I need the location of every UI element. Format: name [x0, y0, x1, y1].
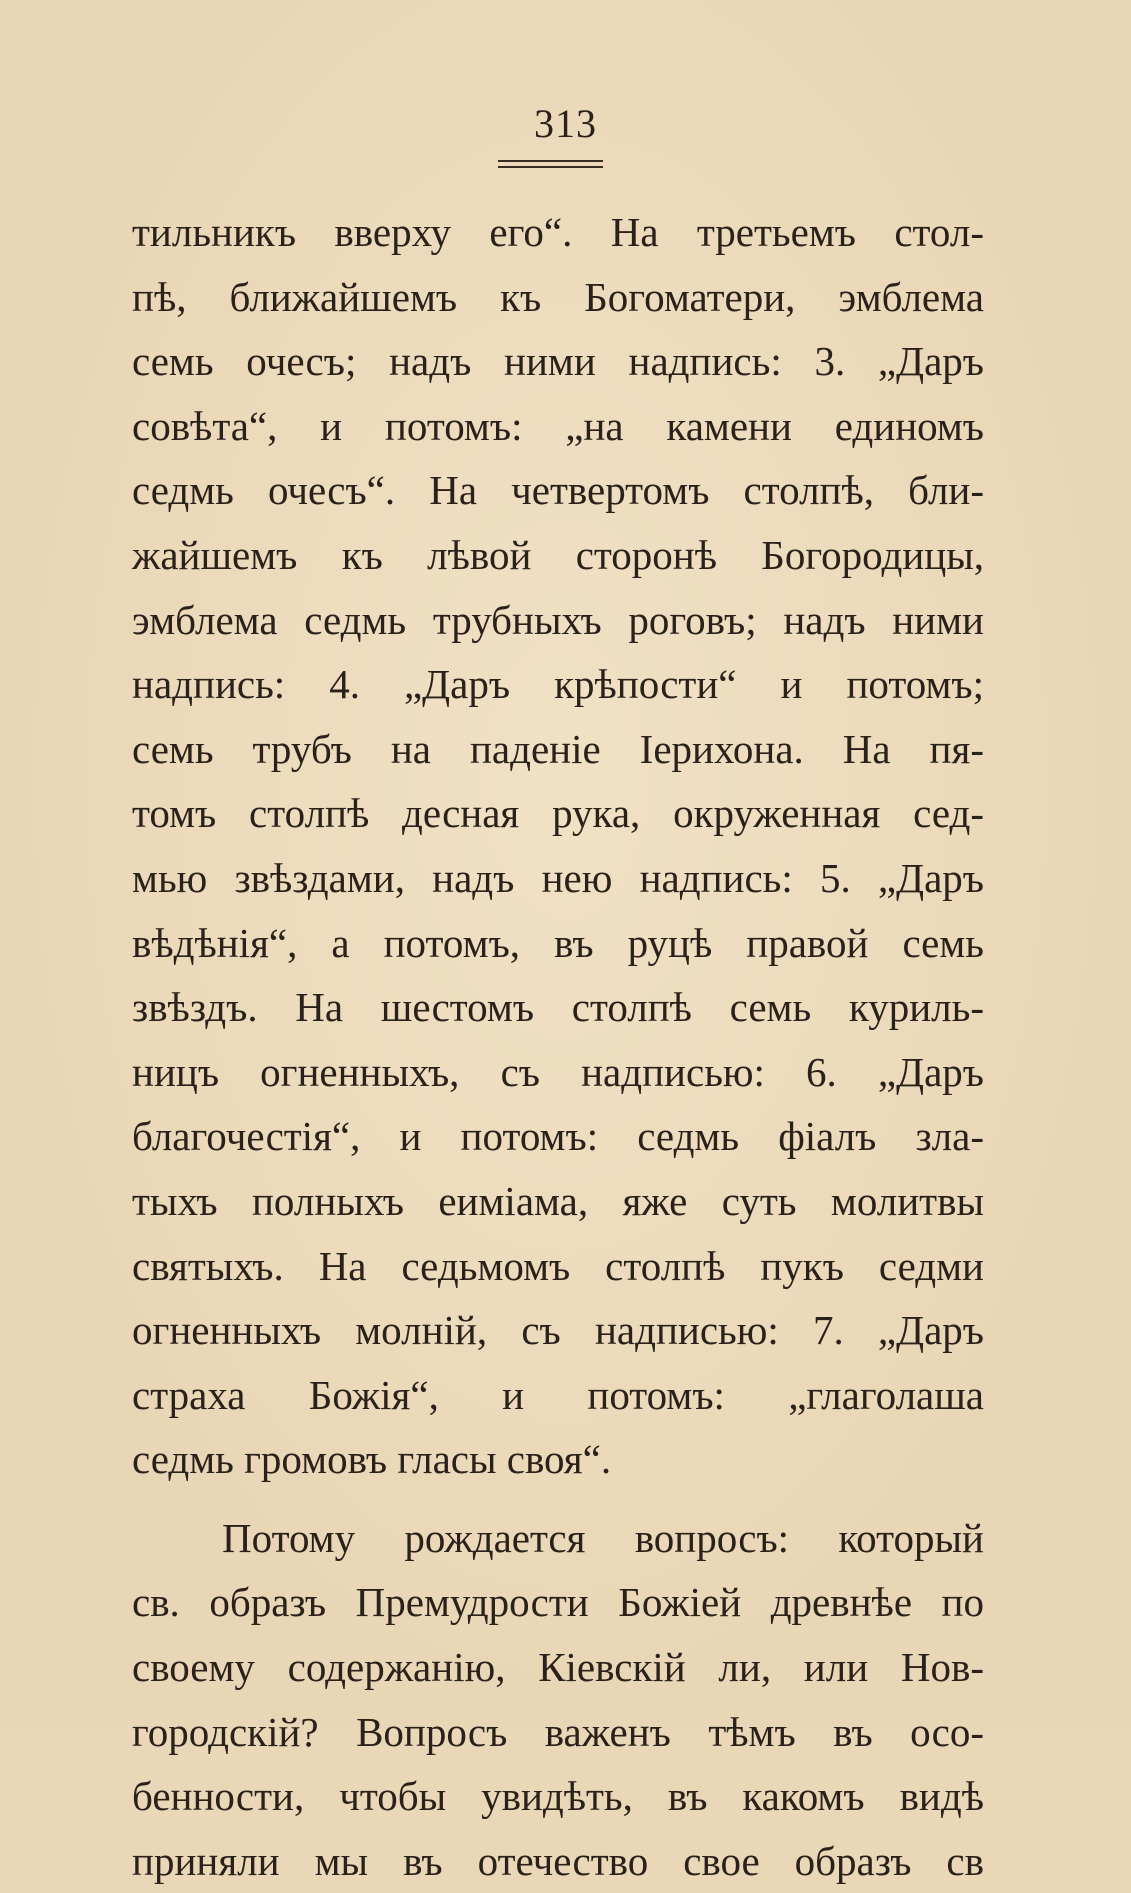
text-line: своему содержанію, Кіевскій ли, или Нов- — [132, 1644, 984, 1691]
text-line: совѣта“, и потомъ: „на камени единомъ — [132, 402, 984, 449]
text-line: Потому рождается вопросъ: который — [222, 1514, 984, 1561]
header-rule-bottom — [498, 166, 603, 168]
page-number: 313 — [534, 101, 597, 146]
text-line: вѣдѣнія“, а потомъ, въ руцѣ правой семь — [132, 919, 984, 966]
text-line: седмь очесъ“. На четвертомъ столпѣ, бли- — [132, 467, 984, 514]
text-line: мью звѣздами, надъ нею надпись: 5. „Даръ — [132, 854, 984, 901]
text-line: огненныхъ молній, съ надписью: 7. „Даръ — [132, 1307, 984, 1354]
paragraph-gap — [132, 1492, 984, 1506]
text-line: св. образъ Премудрости Божіей древнѣе по — [132, 1579, 984, 1626]
body-text — [132, 200, 984, 1893]
text-line: страха Божія“, и потомъ: „глаголаша — [132, 1371, 984, 1418]
text-line: благочестія“, и потомъ: седмь фіалъ зла- — [132, 1113, 984, 1160]
text-line: святыхъ. На седьмомъ столпѣ пукъ седми — [132, 1242, 984, 1289]
text-line: надпись: 4. „Даръ крѣпости“ и потомъ; — [132, 661, 984, 708]
text-line: городскій? Вопросъ важенъ тѣмъ въ осо- — [132, 1708, 984, 1755]
text-line: приняли мы въ отечество свое образъ св — [132, 1837, 984, 1884]
text-line: седмь громовъ гласы своя“. — [132, 1436, 612, 1483]
text-line: пѣ, ближайшемъ къ Богоматери, эмблема — [132, 273, 984, 320]
text-line: тыхъ полныхъ еиміама, яже суть молитвы — [132, 1177, 984, 1224]
text-line: бенности, чтобы увидѣть, въ какомъ видѣ — [132, 1773, 984, 1820]
text-line: томъ столпѣ десная рука, окруженная сед- — [132, 790, 984, 837]
text-line: семь трубъ на паденіе Іерихона. На пя- — [132, 725, 984, 772]
text-line: ницъ огненныхъ, съ надписью: 6. „Даръ — [132, 1048, 984, 1095]
text-line: тильникъ вверху его“. На третьемъ стол- — [132, 209, 984, 255]
text-line: жайшемъ къ лѣвой сторонѣ Богородицы, — [132, 531, 984, 578]
text-line: звѣздъ. На шестомъ столпѣ семь куриль- — [132, 984, 984, 1031]
text-line: семь очесъ; надъ ними надпись: 3. „Даръ — [132, 338, 984, 385]
header-rule-top — [498, 160, 603, 162]
text-line: эмблема седмь трубныхъ роговъ; надъ ними — [132, 596, 984, 643]
